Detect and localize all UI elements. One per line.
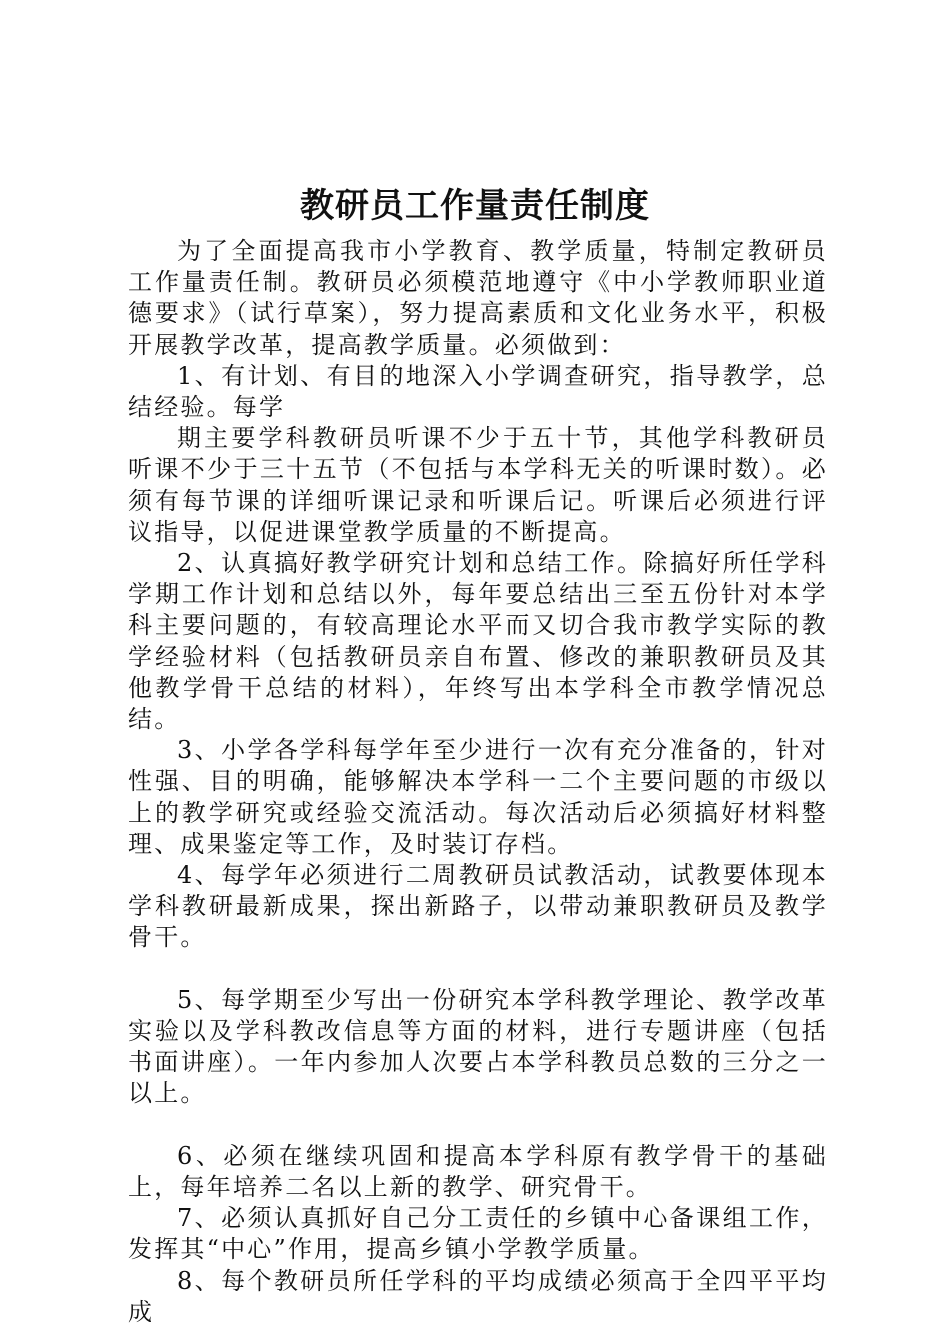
paragraph-item-1-continued: 期主要学科教研员听课不少于五十节，其他学科教研员听课不少于三十五节（不包括与本学科无关的听课时数）。必须有每节课的详细听课记录和听课后记。听课后必须进行评议指导，以促进课堂教学质量的不断提高。 — [128, 424, 828, 546]
document-title: 教研员工作量责任制度 — [300, 186, 650, 226]
paragraph-item-1: 1、有计划、有目的地深入小学调查研究，指导教学，总结经验。每学 — [128, 361, 828, 422]
paragraph-item-6: 6、必须在继续巩固和提高本学科原有教学骨干的基础上，每年培养二名以上新的教学、研究骨干。 — [128, 1141, 828, 1202]
paragraph-item-3: 3、小学各学科每学年至少进行一次有充分准备的，针对性强、目的明确，能够解决本学科一二个主要问题的市级以上的教学研究或经验交流活动。每次活动后必须搞好材料整理、成果鉴定等工作，及时装订存档。 — [128, 736, 828, 858]
paragraph-item-2: 2、认真搞好教学研究计划和总结工作。除搞好所任学科学期工作计划和总结以外，每年要总结出三至五份针对本学科主要问题的，有较高理论水平而又切合我市教学实际的教学经验材料（包括教研员亲自布置、修改的兼职教研员及其他教学骨干总结的材料），年终写出本学科全市教学情况总结。 — [128, 549, 828, 734]
paragraph-item-7: 7、必须认真抓好自己分工责任的乡镇中心备课组工作，发挥其“中心”作用，提高乡镇小学教学质量。 — [128, 1204, 828, 1264]
paragraph-item-8: 8、每个教研员所任学科的平均成绩必须高于全四平平均成 — [128, 1266, 828, 1326]
paragraph-item-5: 5、每学期至少写出一份研究本学科教学理论、教学改革实验以及学科教改信息等方面的材料，进行专题讲座（包括书面讲座）。一年内参加人次要占本学科教员总数的三分之一以上。 — [128, 985, 828, 1108]
paragraph-item-4: 4、每学年必须进行二周教研员试教活动，试教要体现本学科教研最新成果，探出新路子，以带动兼职教研员及教学骨干。 — [128, 861, 828, 952]
document-body — [128, 236, 828, 1328]
paragraph-intro: 为了全面提高我市小学教育、教学质量，特制定教研员工作量责任制。教研员必须模范地遵守《中小学教师职业道德要求》（试行草案），努力提高素质和文化业务水平，积极开展教学改革，提高教学质量。必须做到： — [128, 237, 828, 359]
